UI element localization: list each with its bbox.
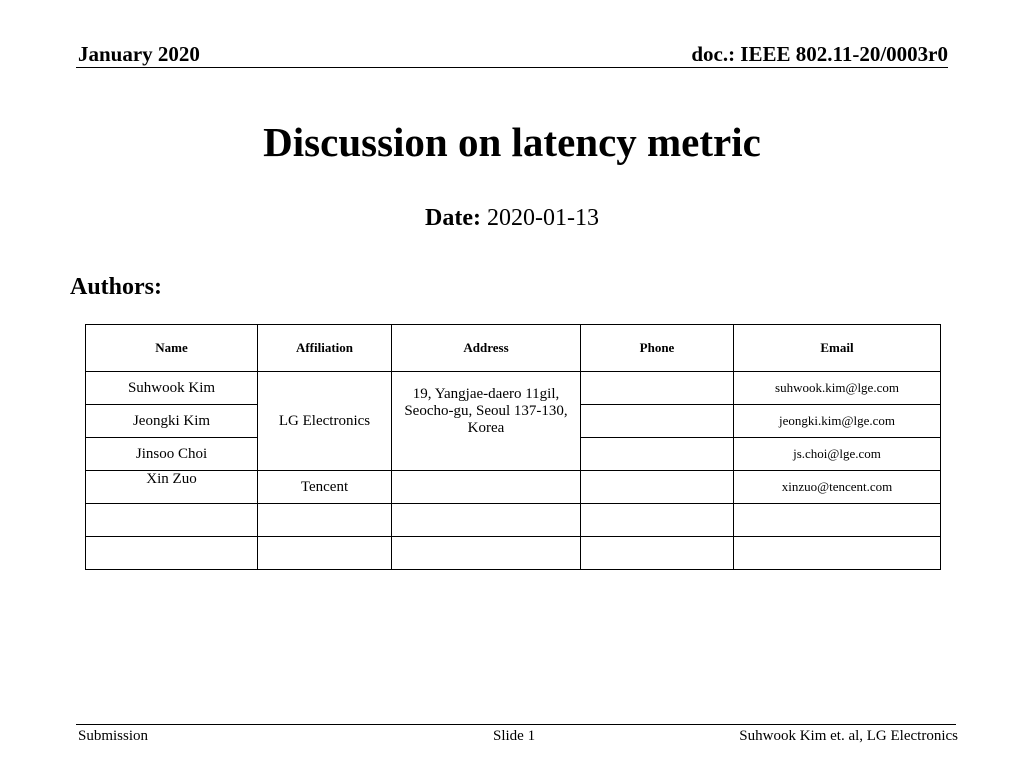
author-email: jeongki.kim@lge.com (734, 405, 941, 438)
author-name: Jinsoo Choi (86, 438, 258, 471)
author-phone (581, 438, 734, 471)
footer-slide-number: Slide 1 (493, 728, 536, 744)
footer-author: Suhwook Kim et. al, LG Electronics (739, 728, 958, 744)
author-name: Suhwook Kim (86, 372, 258, 405)
author-email: xinzuo@tencent.com (734, 471, 941, 504)
author-email: js.choi@lge.com (734, 438, 941, 471)
header-rule (76, 67, 948, 68)
table-row-empty (86, 504, 941, 537)
table-row (86, 372, 941, 405)
column-header-phone: Phone (581, 325, 734, 372)
author-address (392, 471, 581, 504)
author-name: Xin Zuo (86, 471, 258, 504)
header-date: January 2020 (78, 42, 200, 66)
table-row (86, 471, 941, 504)
date-line (0, 205, 1024, 232)
column-header-name: Name (86, 325, 258, 372)
author-affiliation: Tencent (258, 471, 392, 504)
date-value: 2020-01-13 (486, 205, 599, 231)
slide-title: Discussion on latency metric (263, 119, 761, 165)
table-row-empty (86, 537, 941, 570)
column-header-address: Address (392, 325, 581, 372)
footer-submission: Submission (78, 728, 149, 744)
footer-rule (76, 724, 956, 725)
author-phone (581, 405, 734, 438)
author-address: 19, Yangjae-daero 11gil, Seocho-gu, Seoul 137-130, Korea (392, 372, 581, 471)
date-label: Date: (425, 205, 481, 231)
author-affiliation: LG Electronics (258, 372, 392, 471)
author-phone (581, 372, 734, 405)
authors-table (85, 324, 941, 570)
column-header-email: Email (734, 325, 941, 372)
author-email: suhwook.kim@lge.com (734, 372, 941, 405)
author-phone (581, 471, 734, 504)
authors-label: Authors: (70, 274, 163, 300)
author-name: Jeongki Kim (86, 405, 258, 438)
column-header-affiliation: Affiliation (258, 325, 392, 372)
header-doc-id: doc.: IEEE 802.11-20/0003r0 (691, 42, 948, 66)
table-header-row (86, 325, 941, 372)
